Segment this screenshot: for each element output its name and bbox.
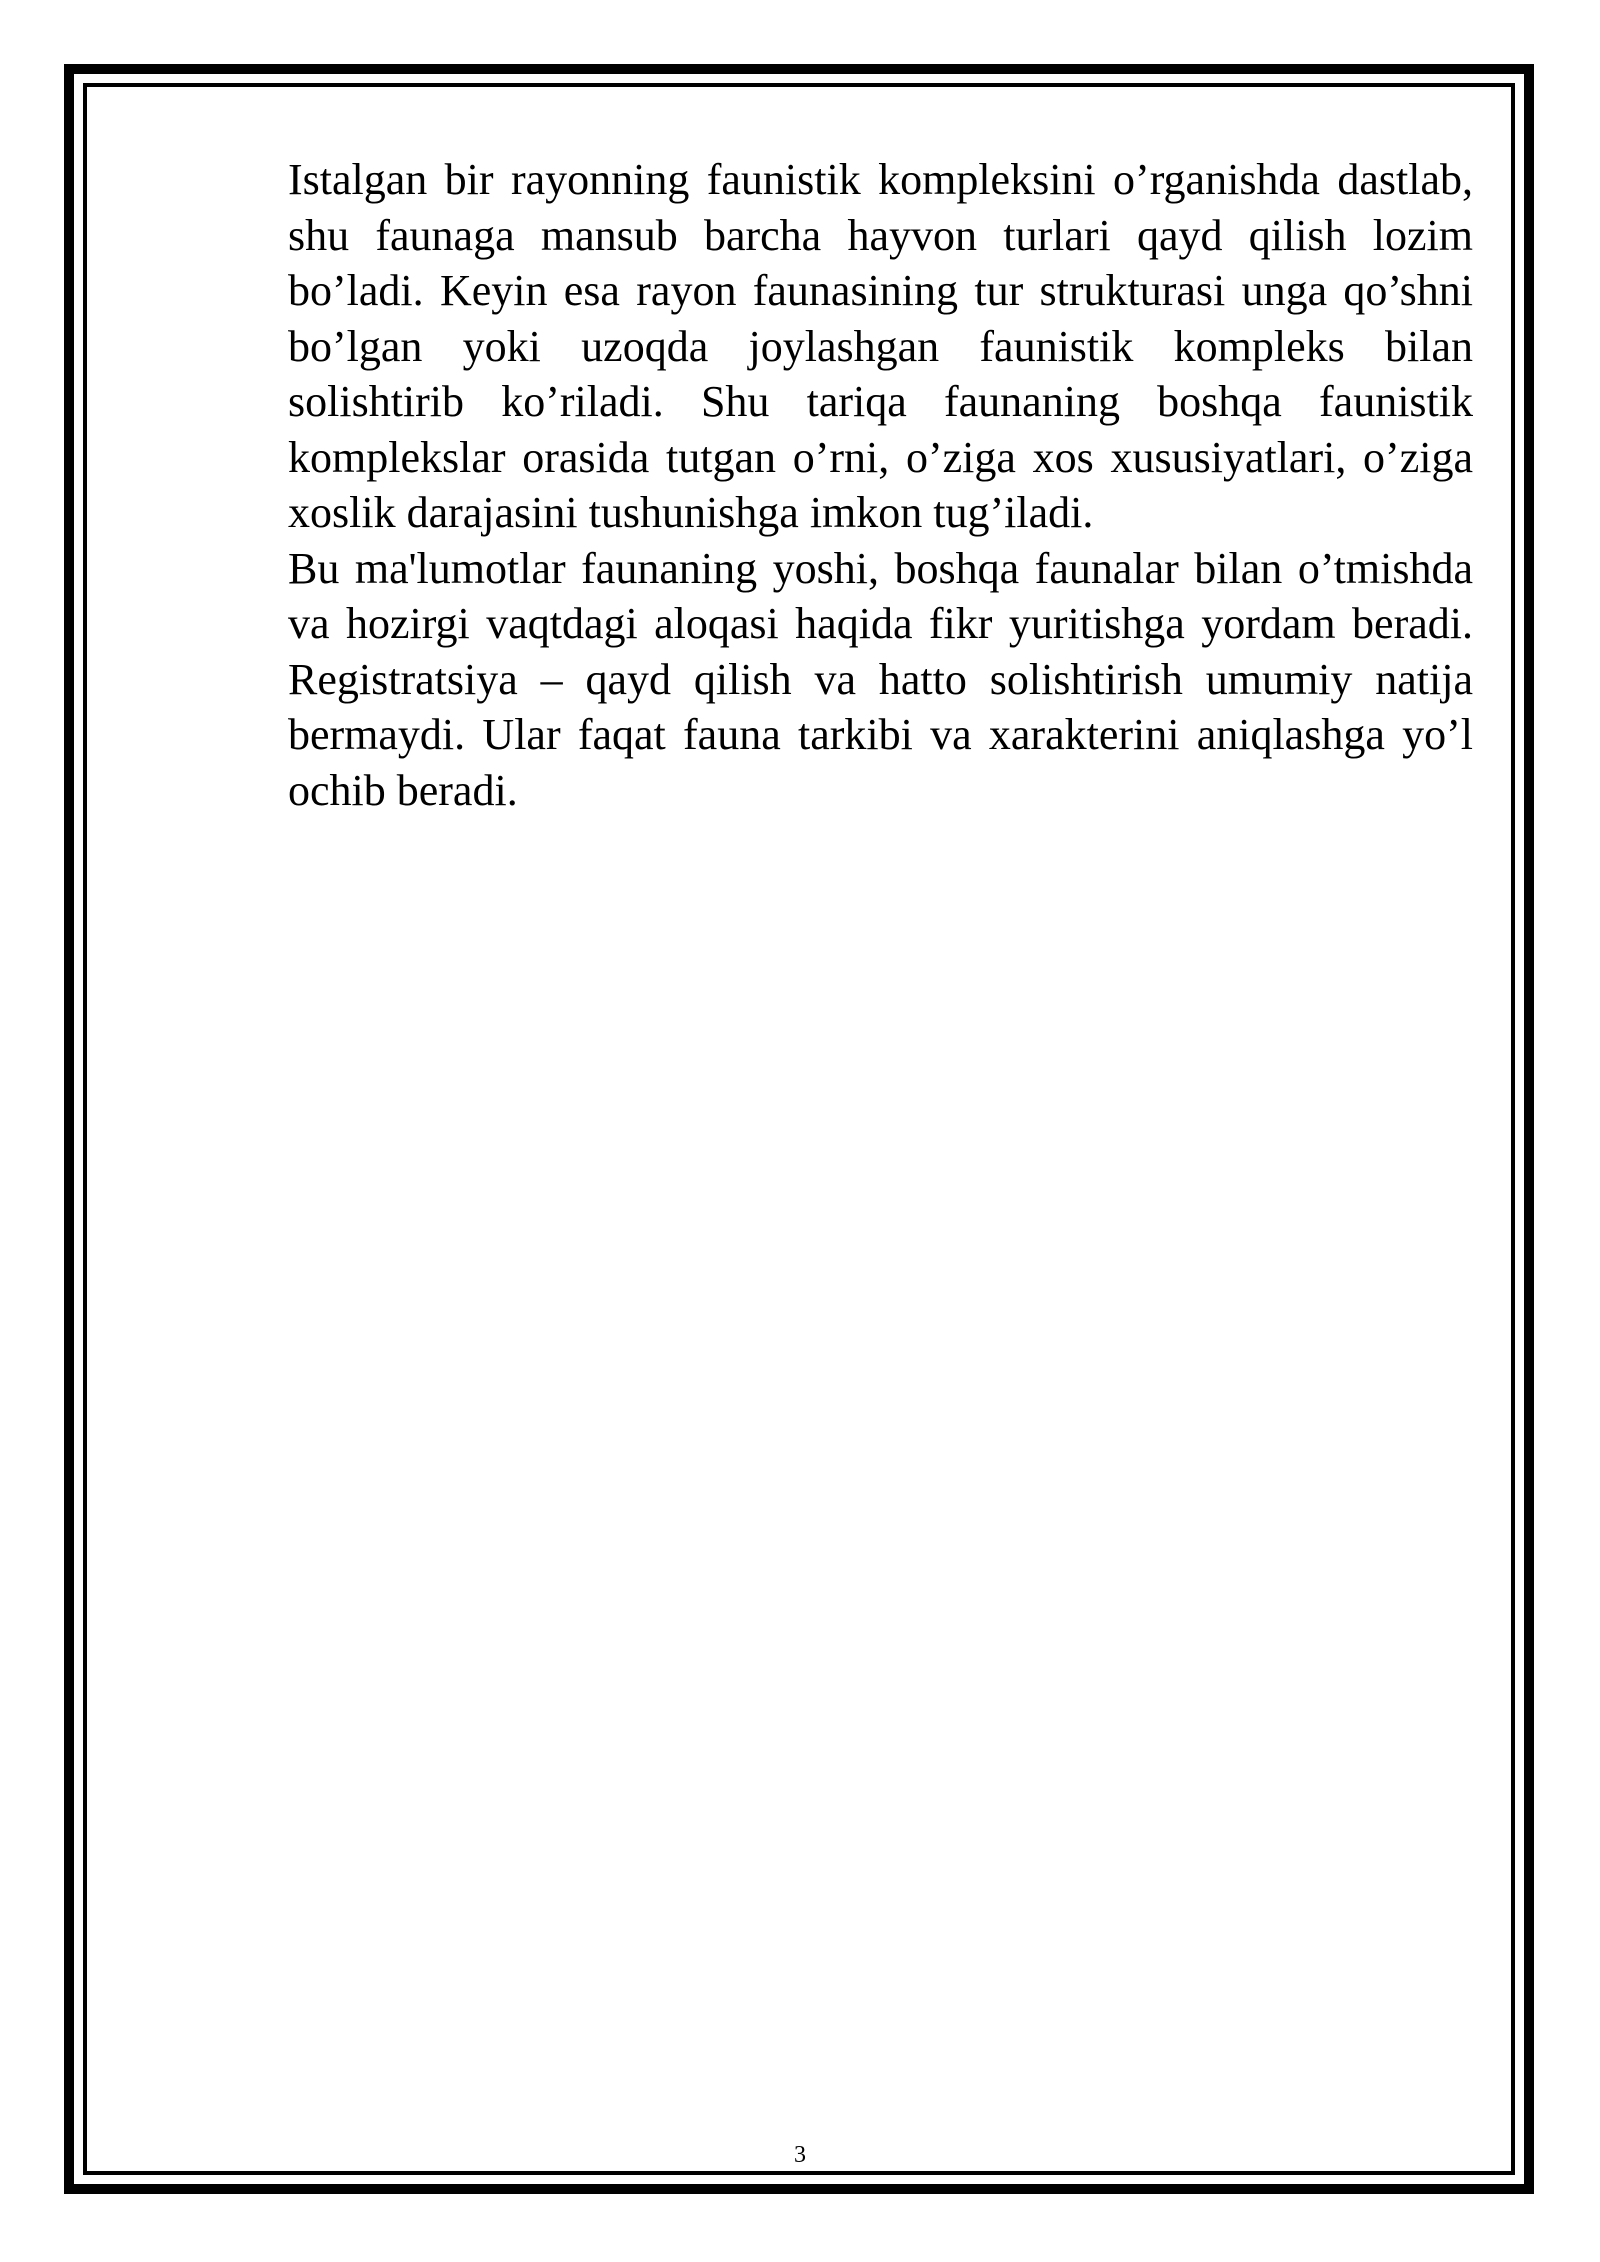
- paragraph-1: Istalgan bir rayonning faunistik kompleksini o’rganishda dastlab, shu faunaga mansub barcha hayvon turlari qayd qilish lozim bo’ladi. Keyin esa rayon faunasining tur strukturasi unga qo’shni bo’lgan yoki uzoqda joylashgan faunistik kompleks bilan solishtirib ko’riladi. Shu tariqa faunaning boshqa faunistik komplekslar orasida tutgan o’rni, o’ziga xos xususiyatlari, o’ziga xoslik darajasini tushunishga imkon tug’iladi.: [288, 155, 1473, 537]
- page-number: 3: [794, 2142, 806, 2168]
- document-body: [288, 152, 1473, 818]
- paragraph-2: Bu ma'lumotlar faunaning yoshi, boshqa faunalar bilan o’tmishda va hozirgi vaqtdagi aloqasi haqida fikr yuritishga yordam beradi. Registratsiya – qayd qilish va hatto solishtirish umumiy natija bermaydi. Ular faqat fauna tarkibi va xarakterini aniqlashga yo’l ochib beradi.: [288, 543, 1473, 815]
